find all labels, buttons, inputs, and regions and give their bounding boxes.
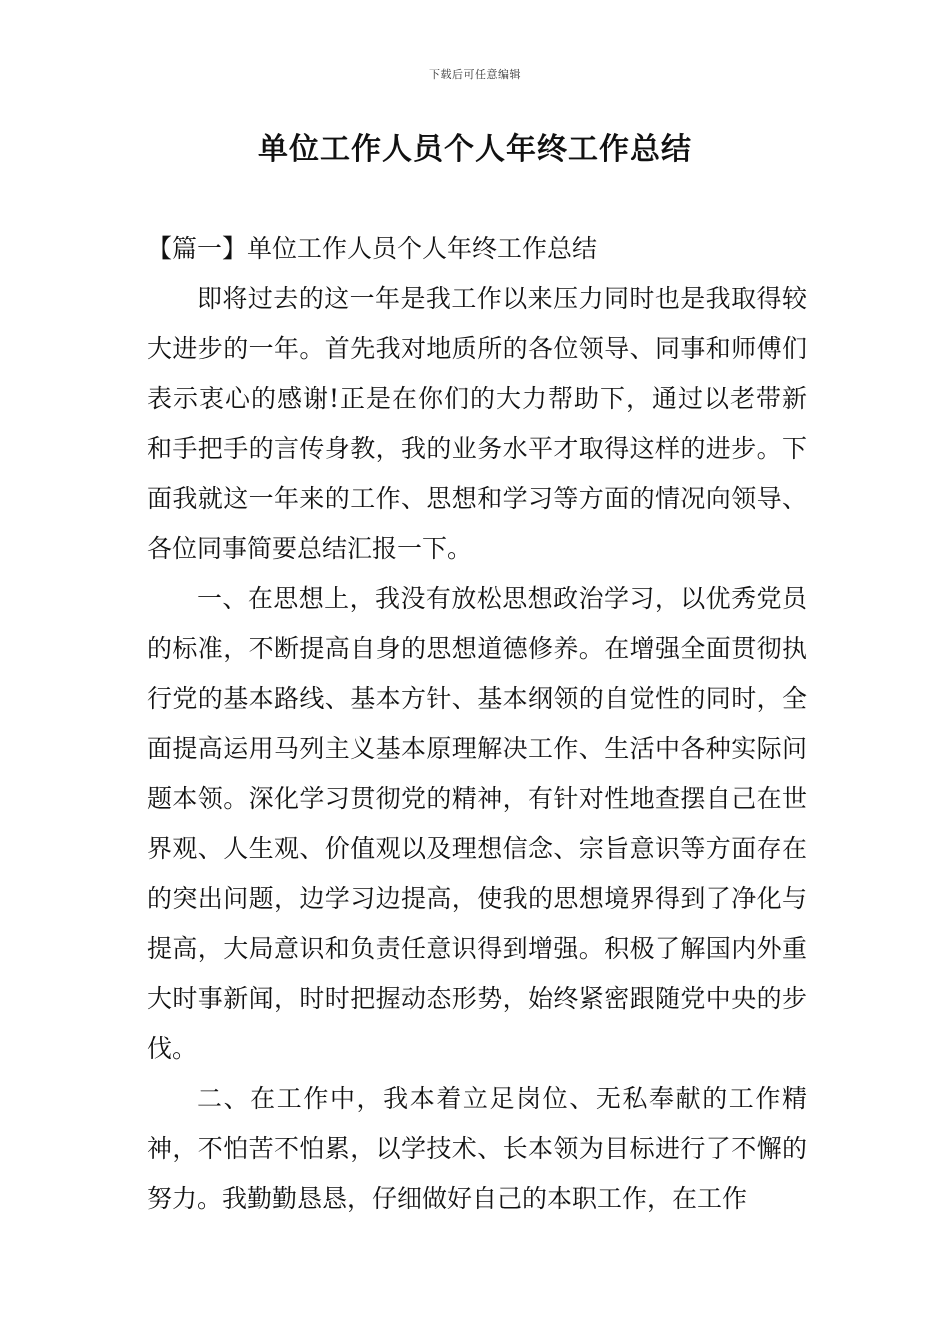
section-heading: 【篇一】单位工作人员个人年终工作总结: [147, 234, 598, 263]
header-note: 下载后可任意编辑: [429, 68, 521, 81]
paragraph-intro: 即将过去的这一年是我工作以来压力同时也是我取得较大进步的一年。首先我对地质所的各位领导、同事和师傅们表示衷心的感谢!正是在你们的大力帮助下，通过以老带新和手把手的言传身教，我的业务水平才取得这样的进步。下面我就这一年来的工作、思想和学习等方面的情况向领导、各位同事简要总结汇报一下。: [147, 284, 807, 563]
document-title: 单位工作人员个人年终工作总结: [258, 132, 692, 167]
paragraph-work: 二、在工作中，我本着立足岗位、无私奉献的工作精神，不怕苦不怕累，以学技术、长本领为目标进行了不懈的努力。我勤勤恳恳，仔细做好自己的本职工作，在工作: [147, 1084, 807, 1213]
paragraph-thought: 一、在思想上，我没有放松思想政治学习，以优秀党员的标准，不断提高自身的思想道德修养。在增强全面贯彻执行党的基本路线、基本方针、基本纲领的自觉性的同时，全面提高运用马列主义基本原理解决工作、生活中各种实际问题本领。深化学习贯彻党的精神，有针对性地查摆自己在世界观、人生观、价值观以及理想信念、宗旨意识等方面存在的突出问题，边学习边提高，使我的思想境界得到了净化与提高，大局意识和负责任意识得到增强。积极了解国内外重大时事新闻，时时把握动态形势，始终紧密跟随党中央的步伐。: [147, 584, 807, 1063]
document-body: [147, 224, 807, 1224]
